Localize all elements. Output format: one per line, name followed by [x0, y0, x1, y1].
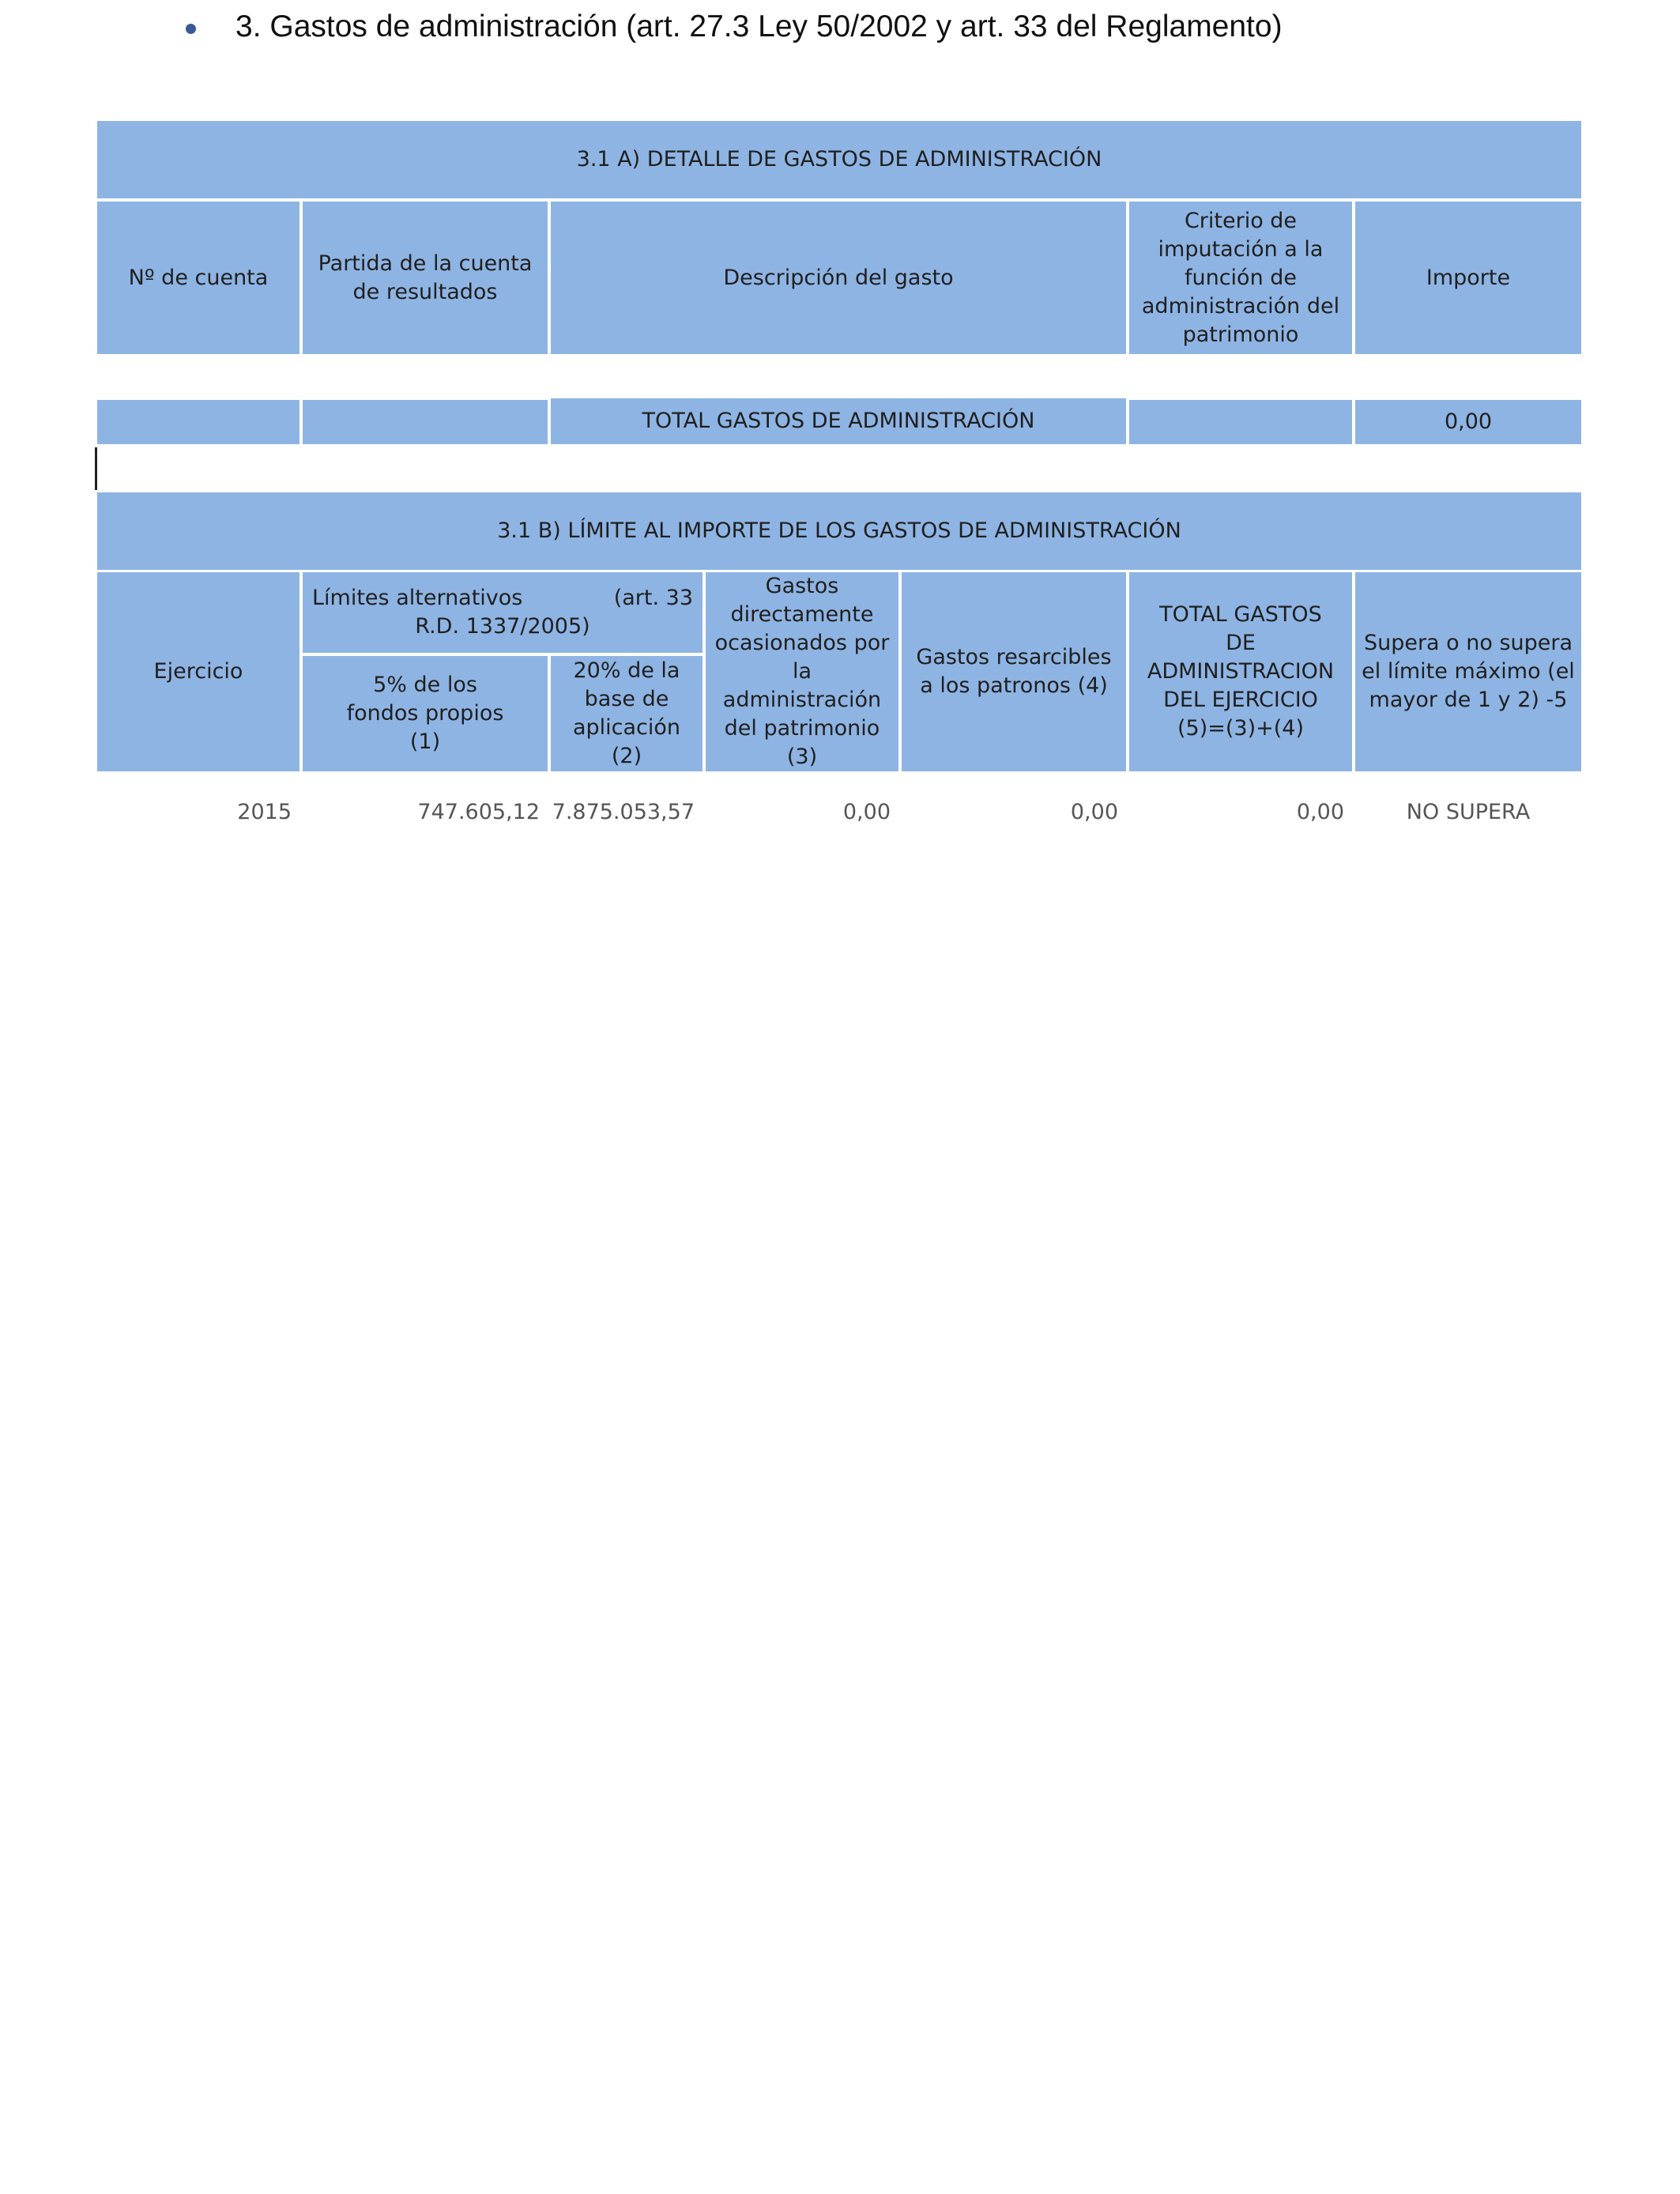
header-numero-cuenta: Nº de cuenta: [97, 202, 299, 354]
header-ejercicio: Ejercicio: [97, 572, 299, 771]
header-supera: Supera o no supera el límite máximo (el mayor de 1 y 2) -5: [1355, 572, 1581, 771]
table-b-title: 3.1 B) LÍMITE AL IMPORTE DE LOS GASTOS DE ADMINISTRACIÓN: [97, 492, 1581, 570]
total-label-cell: TOTAL GASTOS DE ADMINISTRACIÓN: [551, 398, 1126, 444]
section-heading-text: 3. Gastos de administración (art. 27.3 Ley 50/2002 y art. 33 del Reglamento): [235, 9, 1283, 43]
header-total-gastos: TOTAL GASTOS DE ADMINISTRACION DEL EJERCICIO (5)=(3)+(4): [1129, 572, 1352, 771]
bullet-icon: [186, 24, 196, 34]
row-fondos: 747.605,12: [417, 800, 540, 824]
header-partida: Partida de la cuenta de resultados: [303, 202, 548, 354]
header-fondos-propios: 5% de los fondos propios (1): [303, 656, 548, 771]
header-limites-alternativos: Límites alternativos (art. 33 R.D. 1337/2005): [303, 572, 703, 653]
row-resarcibles: 0,00: [1070, 800, 1118, 824]
row-ejercicio: 2015: [237, 800, 292, 824]
total-value-cell: 0,00: [1355, 400, 1581, 444]
row-base: 7.875.053,57: [552, 800, 695, 824]
header-gastos-directos: Gastos directamente ocasionados por la administración del patrimonio (3): [706, 572, 898, 771]
header-importe: Importe: [1355, 202, 1581, 354]
header-base-aplicacion: 20% de la base de aplicación (2): [551, 656, 703, 771]
limites-line-1: Límites alternativos (art. 33: [312, 586, 693, 610]
row-total: 0,00: [1296, 800, 1344, 824]
header-criterio: Criterio de imputación a la función de administración del patrimonio: [1129, 202, 1352, 354]
total-cell-cuenta: [97, 400, 299, 444]
header-descripcion: Descripción del gasto: [551, 202, 1126, 354]
header-gastos-resarcibles: Gastos resarcibles a los patronos (4): [902, 572, 1126, 771]
row-supera: NO SUPERA: [1406, 800, 1531, 824]
total-cell-partida: [303, 400, 548, 444]
section-heading: [186, 9, 1283, 44]
table-a-title: 3.1 A) DETALLE DE GASTOS DE ADMINISTRACIÓN: [97, 121, 1581, 198]
row-directos: 0,00: [842, 800, 891, 824]
total-cell-criterio: [1129, 400, 1352, 444]
text-cursor: [95, 447, 97, 490]
